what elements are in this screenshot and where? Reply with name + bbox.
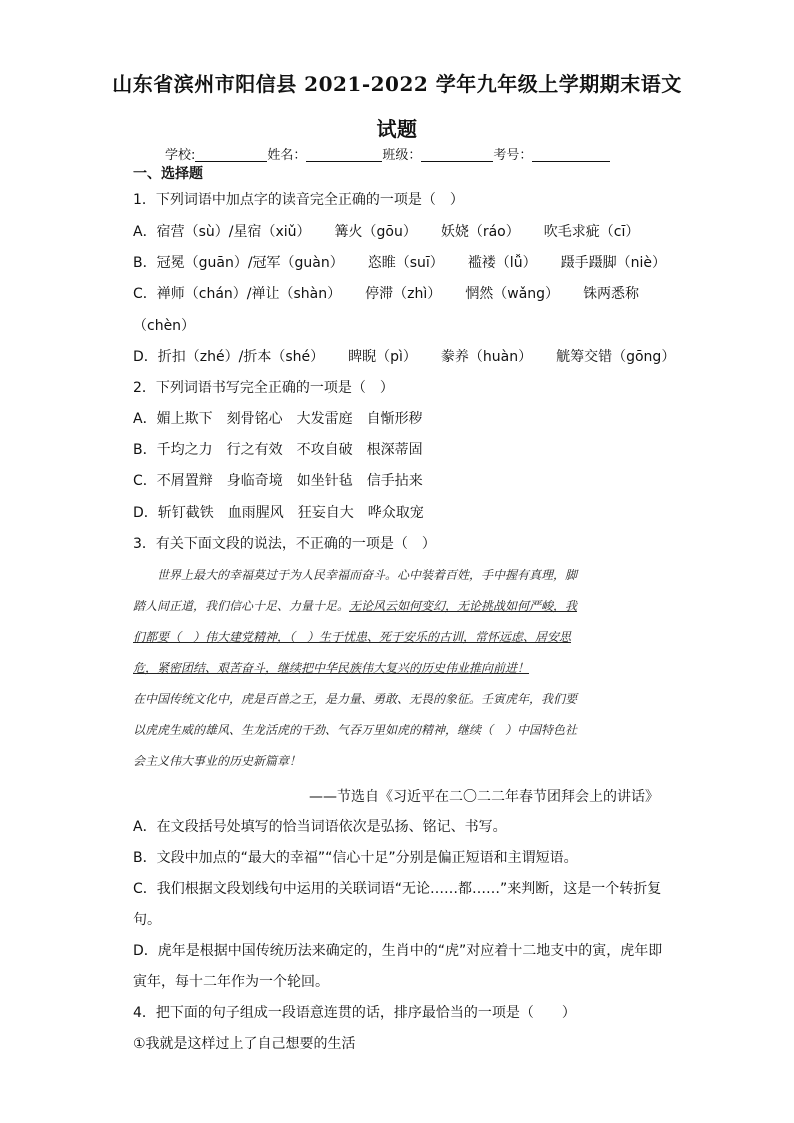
q3-option-b: B．文段中加点的“最大的幸福”“信心十足”分别是偏正短语和主谓短语。 [133, 850, 578, 866]
q2-b-part1: B．千均之力 [133, 442, 213, 458]
passage-line-6: 以虎虎生威的雄风、生龙活虎的干劲、气吞万里如虎的精神，继续（ ）中国特色社 [133, 723, 578, 737]
q1-a-part2: 篝火（gōu） [334, 224, 417, 240]
passage-line-3: 们都要（ ）伟大建党精神，（ ）生于忧患、死于安乐的古训，常怀远虑、居安思 [133, 630, 572, 644]
exam-title-line2: 试题 [376, 117, 418, 141]
exam-no-blank[interactable] [532, 147, 610, 162]
q2-a-part2: 刻骨铭心 [226, 411, 283, 427]
q1-b-part4: 蹑手蹑脚（niè） [560, 255, 666, 271]
q3-option-d-cont: 寅年，每十二年作为一个轮回。 [133, 974, 329, 990]
student-info-line [165, 144, 610, 163]
passage-underlined-2b: 无论风云如何变幻，无论挑战如何严峻，我 [349, 599, 578, 613]
q1-a-part1: A．宿营（sù）/星宿（xiǔ） [133, 224, 311, 240]
class-label: 班级： [382, 148, 422, 163]
class-blank[interactable] [421, 147, 493, 162]
q2-d-part2: 血雨腥风 [227, 505, 284, 521]
q2-b-part2: 行之有效 [226, 442, 283, 458]
passage-line-5: 在中国传统文化中，虎是百兽之王，是力量、勇敢、无畏的象征。壬寅虎年，我们要 [133, 692, 578, 706]
q3-option-a: A．在文段括号处填写的恰当词语依次是弘扬、铭记、书写。 [133, 819, 507, 835]
q2-c-part2: 身临奇境 [226, 473, 283, 489]
school-blank[interactable] [195, 147, 267, 162]
exam-no-label: 考号： [493, 148, 533, 163]
q1-a-part3: 妖娆（ráo） [440, 224, 520, 240]
q1-option-c [133, 284, 639, 304]
q2-d-part4: 哗众取宠 [367, 505, 424, 521]
q2-option-c [133, 471, 423, 491]
q3-stem: 3．有关下面文段的说法，不正确的一项是（ ） [133, 536, 436, 552]
school-label: 学校: [165, 148, 196, 163]
q1-d-part4: 觥筹交错（gōng） [556, 349, 676, 365]
q1-c-part2: 停滞（zhì） [365, 286, 442, 302]
q2-option-b [133, 440, 423, 460]
q2-option-a [133, 409, 423, 429]
q2-a-part3: 大发雷庭 [296, 411, 353, 427]
q2-c-part1: C．不屑置辩 [133, 473, 213, 489]
q3-option-c: C．我们根据文段划线句中运用的关联词语“无论……都……”来判断，这是一个转折复 [133, 881, 662, 897]
q1-a-part4: 吹毛求疵（cī） [543, 224, 640, 240]
q3-option-c-cont: 句。 [133, 912, 161, 928]
q1-d-part2: 睥睨（pì） [348, 349, 417, 365]
q2-b-part4: 根深蒂固 [366, 442, 423, 458]
section-heading: 一、选择题 [133, 166, 203, 182]
passage-line-2a: 踏人间正道，我们信心十足、力量十足。 [133, 599, 350, 613]
exam-title-line1: 山东省滨州市阳信县 2021-2022 学年九年级上学期期末语文 [112, 72, 682, 96]
q4-sentence-1: ①我就是这样过上了自己想要的生活 [133, 1036, 356, 1052]
passage-line-4: 危，紧密团结、艰苦奋斗，继续把中华民族伟大复兴的历史伟业推向前进！ [133, 661, 530, 675]
q1-option-b [133, 253, 666, 273]
q2-d-part1: D．斩钉截铁 [133, 505, 214, 521]
q1-d-part1: D．折扣（zhé）/折本（shé） [133, 349, 325, 365]
q4-stem: 4．把下面的句子组成一段语意连贯的话，排序最恰当的一项是（ ） [133, 1005, 576, 1021]
q1-c-part3: 惘然（wǎng） [465, 286, 560, 302]
q1-b-part2: 恣睢（suī） [367, 255, 444, 271]
q1-option-a [133, 222, 639, 242]
q1-c-part1: C．禅师（chán）/禅让（shàn） [133, 286, 342, 302]
q1-b-part3: 褴褛（lǚ） [467, 255, 537, 271]
q2-a-part4: 自惭形秽 [366, 411, 423, 427]
passage-line-1: 世界上最大的幸福莫过于为人民幸福而奋斗。心中装着百姓，手中握有真理，脚 [157, 568, 578, 582]
q1-option-c-cont: （chèn） [133, 318, 196, 334]
q3-option-d: D．虎年是根据中国传统历法来确定的，生肖中的“虎”对应着十二地支中的寅，虎年即 [133, 943, 663, 959]
q1-c-part4: 铢两悉称 [583, 286, 640, 302]
q2-stem: 2．下列词语书写完全正确的一项是（ ） [133, 380, 394, 396]
q1-b-part1: B．冠冕（guān）/冠军（guàn） [133, 255, 344, 271]
q1-d-part3: 豢养（huàn） [440, 349, 533, 365]
q2-d-part3: 狂妄自大 [297, 505, 354, 521]
q2-a-part1: A．媚上欺下 [133, 411, 213, 427]
q1-option-d [133, 347, 675, 367]
q1-stem: 1．下列词语中加点字的读音完全正确的一项是（ ） [133, 192, 464, 208]
q3-passage [133, 560, 658, 777]
q2-option-d [133, 503, 424, 523]
passage-source: ——节选自《习近平在二〇二二年春节团拜会上的讲话》 [309, 789, 659, 805]
passage-line-7: 会主义伟大事业的历史新篇章！ [133, 754, 302, 768]
q2-c-part3: 如坐针毡 [296, 473, 353, 489]
name-blank[interactable] [306, 147, 382, 162]
passage-line-2 [133, 591, 658, 622]
q2-c-part4: 信手拈来 [366, 473, 423, 489]
name-label: 姓名： [267, 148, 307, 163]
q2-b-part3: 不攻自破 [296, 442, 353, 458]
